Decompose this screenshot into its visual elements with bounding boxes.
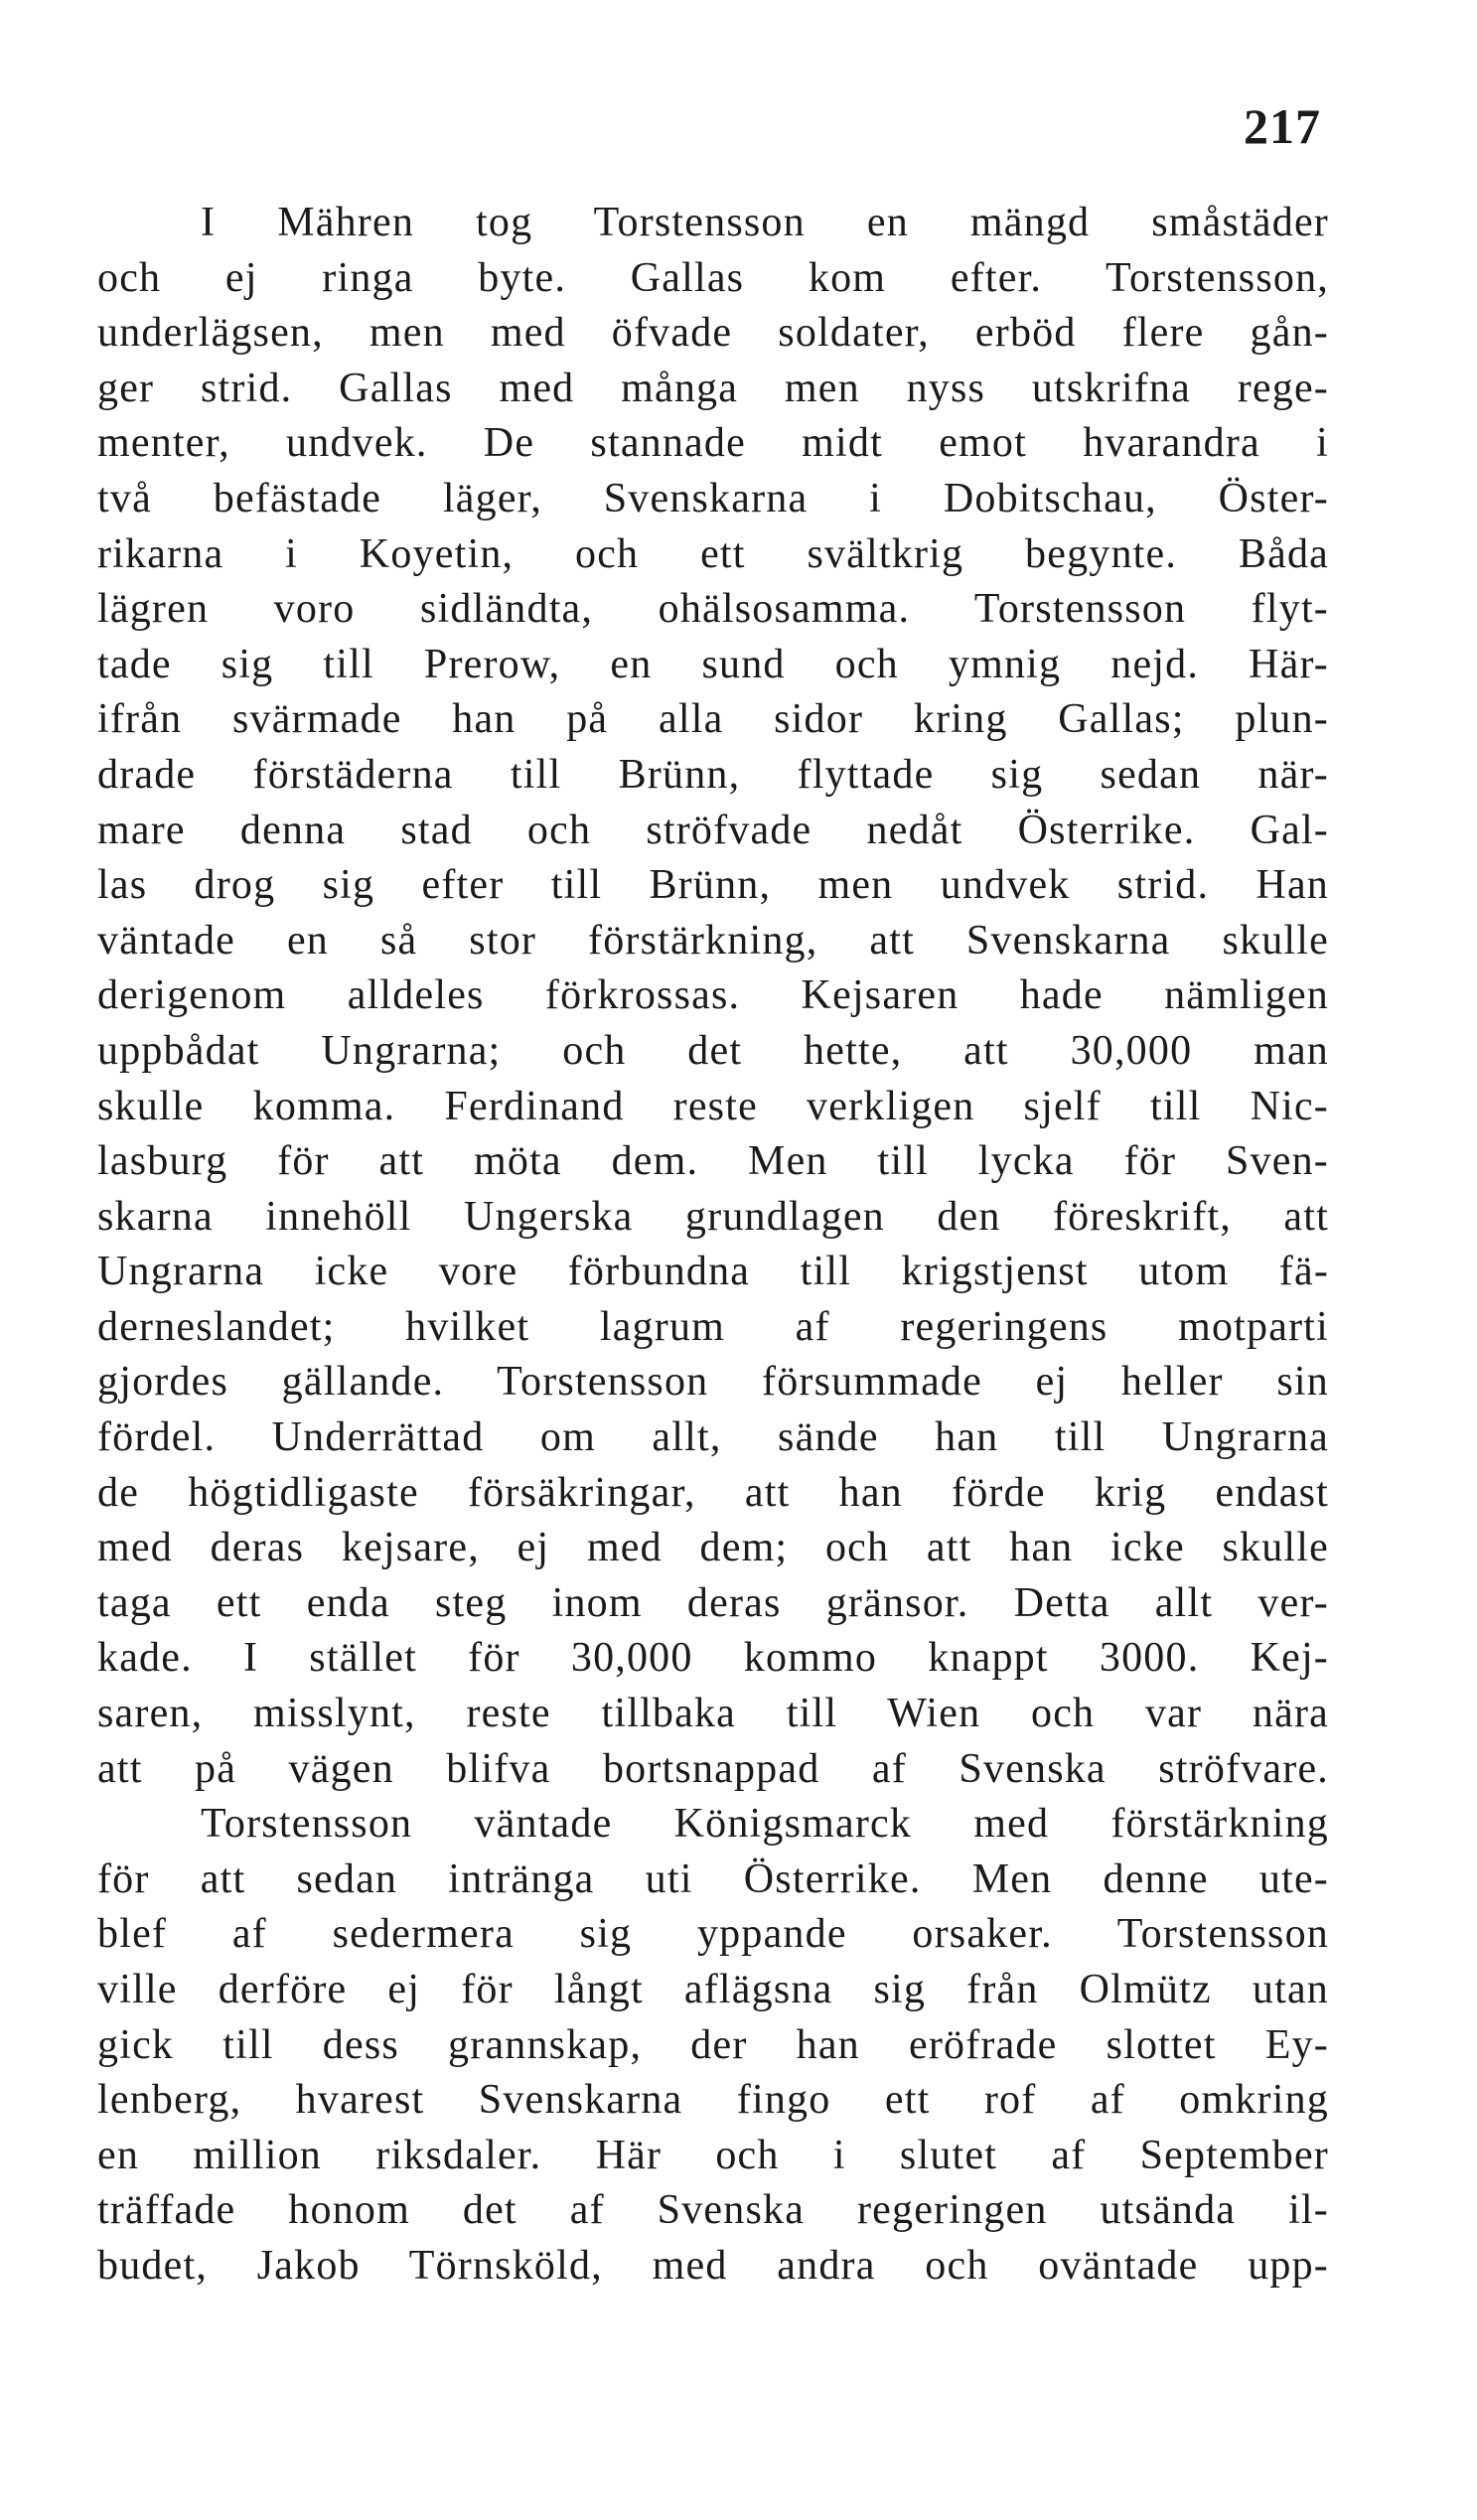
text-line: gick till dess grannskap, der han eröfrade slottet Ey- — [97, 2021, 1329, 2068]
text-line: lägren voro sidländta, ohälsosamma. Torstensson flyt- — [97, 586, 1329, 633]
text-line: derneslandet; hvilket lagrum af regeringens motparti — [97, 1303, 1329, 1350]
text-line: Ungrarna icke vore förbundna till krigstjenst utom fä- — [97, 1249, 1329, 1295]
text-line: tade sig till Prerow, en sund och ymnig nejd. Här- — [97, 641, 1329, 687]
text-line: menter, undvek. De stannade midt emot hvarandra i — [97, 420, 1329, 467]
text-line: med deras kejsare, ej med dem; och att han icke skulle — [97, 1525, 1329, 1571]
text-line: Torstensson väntade Königsmarck med förstärkning — [201, 1801, 1329, 1848]
text-line: träffade honom det af Svenska regeringen utsända il- — [97, 2187, 1329, 2234]
text-line: rikarna i Koyetin, och ett svältkrig begynte. Båda — [97, 530, 1329, 577]
text-line: underlägsen, men med öfvade soldater, erböd flere gån- — [97, 310, 1329, 357]
text-line: de högtidligaste försäkringar, att han förde krig endast — [97, 1469, 1329, 1516]
text-line: skulle komma. Ferdinand reste verkligen sjelf till Nic- — [97, 1083, 1329, 1129]
text-line: en million riksdaler. Här och i slutet af September — [97, 2132, 1329, 2178]
text-line: saren, misslynt, reste tillbaka till Wien och var nära — [97, 1691, 1329, 1737]
body-text — [97, 196, 1329, 2295]
text-line: lasburg för att möta dem. Men till lycka för Sven- — [97, 1138, 1329, 1185]
text-line: väntade en så stor förstärkning, att Svenskarna skulle — [97, 917, 1329, 964]
text-line: derigenom alldeles förkrossas. Kejsaren hade nämligen — [97, 972, 1329, 1019]
text-line: ville derföre ej för långt aflägsna sig från Olmütz utan — [97, 1967, 1329, 2012]
text-line: taga ett enda steg inom deras gränsor. Detta allt ver- — [97, 1579, 1329, 1626]
text-line: skarna innehöll Ungerska grundlagen den föreskrift, att — [97, 1193, 1329, 1240]
text-line: budet, Jakob Törnsköld, med andra och oväntade upp- — [97, 2242, 1329, 2289]
text-line: att på vägen blifva bortsnappad af Svenska ströfvare. — [97, 1745, 1329, 1792]
text-line: fördel. Underrättad om allt, sände han till Ungrarna — [97, 1414, 1329, 1461]
text-line: lenberg, hvarest Svenskarna fingo ett rof af omkring — [97, 2077, 1329, 2124]
text-line: mare denna stad och ströfvade nedåt Österrike. Gal- — [97, 807, 1329, 853]
text-line: drade förstäderna till Brünn, flyttade sig sedan när- — [97, 751, 1329, 798]
page-number: 217 — [1244, 98, 1321, 154]
text-line: blef af sedermera sig yppande orsaker. Torstensson — [97, 1911, 1329, 1958]
text-line: uppbådat Ungrarna; och det hette, att 30,000 man — [97, 1027, 1329, 1074]
text-line: gjordes gällande. Torstensson försummade ej heller sin — [97, 1359, 1329, 1406]
text-line: två befästade läger, Svenskarna i Dobitschau, Öster- — [97, 475, 1329, 521]
text-line: las drog sig efter till Brünn, men undvek strid. Han — [97, 862, 1329, 909]
text-line: I Mähren tog Torstensson en mängd småstäder — [201, 200, 1329, 245]
text-line: ger strid. Gallas med många men nyss utskrifna rege- — [97, 365, 1329, 411]
text-line: kade. I stället för 30,000 kommo knappt 3000. Kej- — [97, 1635, 1329, 1682]
text-line: för att sedan intränga uti Österrike. Men denne ute- — [97, 1855, 1329, 1902]
text-line: och ej ringa byte. Gallas kom efter. Torstensson, — [97, 254, 1329, 301]
text-line: ifrån svärmade han på alla sidor kring Gallas; plun- — [97, 696, 1329, 743]
